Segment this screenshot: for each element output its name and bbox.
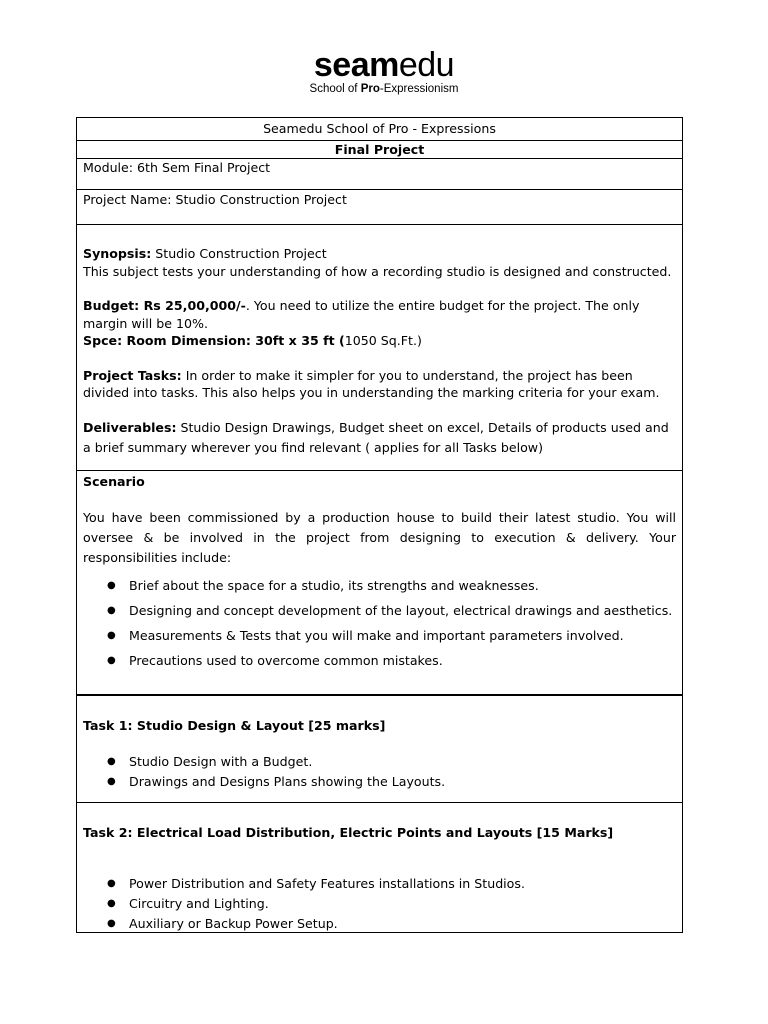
seamedu-logo	[0, 46, 768, 96]
scenario-text: You have been commissioned by a production house to build their latest studio. You will oversee & be involved in the project from designing to execution & delivery. Your responsibilities include:	[83, 509, 676, 565]
synopsis-text: This subject tests your understanding of how a recording studio is designed and constructed.	[83, 263, 672, 279]
space-value: 1050 Sq.Ft.)	[344, 333, 422, 348]
deliverables-paragraph	[83, 418, 676, 458]
list-item: ● Designing and concept development of the layout, electrical drawings and aesthetics.	[83, 598, 676, 623]
logo-wordmark	[0, 46, 768, 84]
list-item: ● Drawings and Designs Plans showing the Layouts.	[83, 772, 676, 792]
list-item: ● Measurements & Tests that you will make and important parameters involved.	[83, 623, 676, 648]
project-brief-table	[76, 117, 683, 933]
logo-brand-bold: seam	[313, 46, 399, 84]
list-item: ● Studio Design with a Budget.	[83, 752, 676, 772]
task2-list	[83, 874, 676, 934]
budget-text: . You need to utilize the entire budget for the project. The only margin will be 10%.	[83, 298, 640, 331]
task1-title: Task 1: Studio Design & Layout [25 marks]	[83, 718, 386, 733]
deliverables-text: Studio Design Drawings, Budget sheet on excel, Details of products used and a brief summary wherever you find relevant ( applies for all Tasks below)	[83, 419, 669, 455]
list-item: ● Auxiliary or Backup Power Setup.	[83, 914, 676, 934]
project-name-row	[77, 189, 682, 224]
logo-tagline-post: -Expressionism	[379, 83, 459, 95]
overview-row	[77, 224, 682, 470]
task1-list	[83, 752, 676, 792]
school-name-row	[77, 118, 682, 140]
logo-tagline-bold: Pro	[360, 83, 380, 95]
task1-row	[77, 694, 682, 802]
budget-label: Budget: Rs 25,00,000/-	[83, 298, 246, 313]
project-tasks-label: Project Tasks:	[83, 367, 182, 383]
scenario-list	[83, 573, 676, 673]
synopsis-label: Synopsis:	[83, 246, 152, 261]
scenario-row	[77, 470, 682, 694]
final-project-row	[77, 140, 682, 158]
scenario-title: Scenario	[83, 474, 145, 489]
list-item: ● Circuitry and Lighting.	[83, 894, 676, 914]
space-paragraph	[83, 332, 676, 350]
school-name: Seamedu School of Pro - Expressions	[263, 121, 496, 136]
document-title: Final Project	[334, 142, 425, 157]
project-name-text: Project Name: Studio Construction Project	[83, 192, 347, 207]
module-row	[77, 158, 682, 189]
list-item: ● Precautions used to overcome common mistakes.	[83, 648, 676, 673]
logo-tagline	[0, 82, 768, 96]
task2-title: Task 2: Electrical Load Distribution, Electric Points and Layouts [15 Marks]	[83, 825, 614, 840]
space-label: Spce: Room Dimension: 30ft x 35 ft (	[83, 333, 345, 348]
logo-tagline-pre: School of	[309, 83, 361, 95]
task2-row	[77, 802, 682, 932]
module-text: Module: 6th Sem Final Project	[83, 160, 271, 175]
synopsis-heading	[83, 245, 676, 263]
list-item: ● Brief about the space for a studio, its strengths and weaknesses.	[83, 573, 676, 598]
budget-paragraph	[83, 297, 676, 332]
deliverables-label: Deliverables:	[83, 419, 177, 435]
project-tasks-text: In order to make it simpler for you to understand, the project has been divided into tasks. This also helps you in understanding the marking criteria for your exam.	[83, 367, 660, 400]
project-tasks-paragraph	[83, 367, 676, 402]
logo-brand-light: edu	[398, 46, 455, 84]
synopsis-value: Studio Construction Project	[151, 246, 327, 261]
list-item: ● Power Distribution and Safety Features installations in Studios.	[83, 874, 676, 894]
